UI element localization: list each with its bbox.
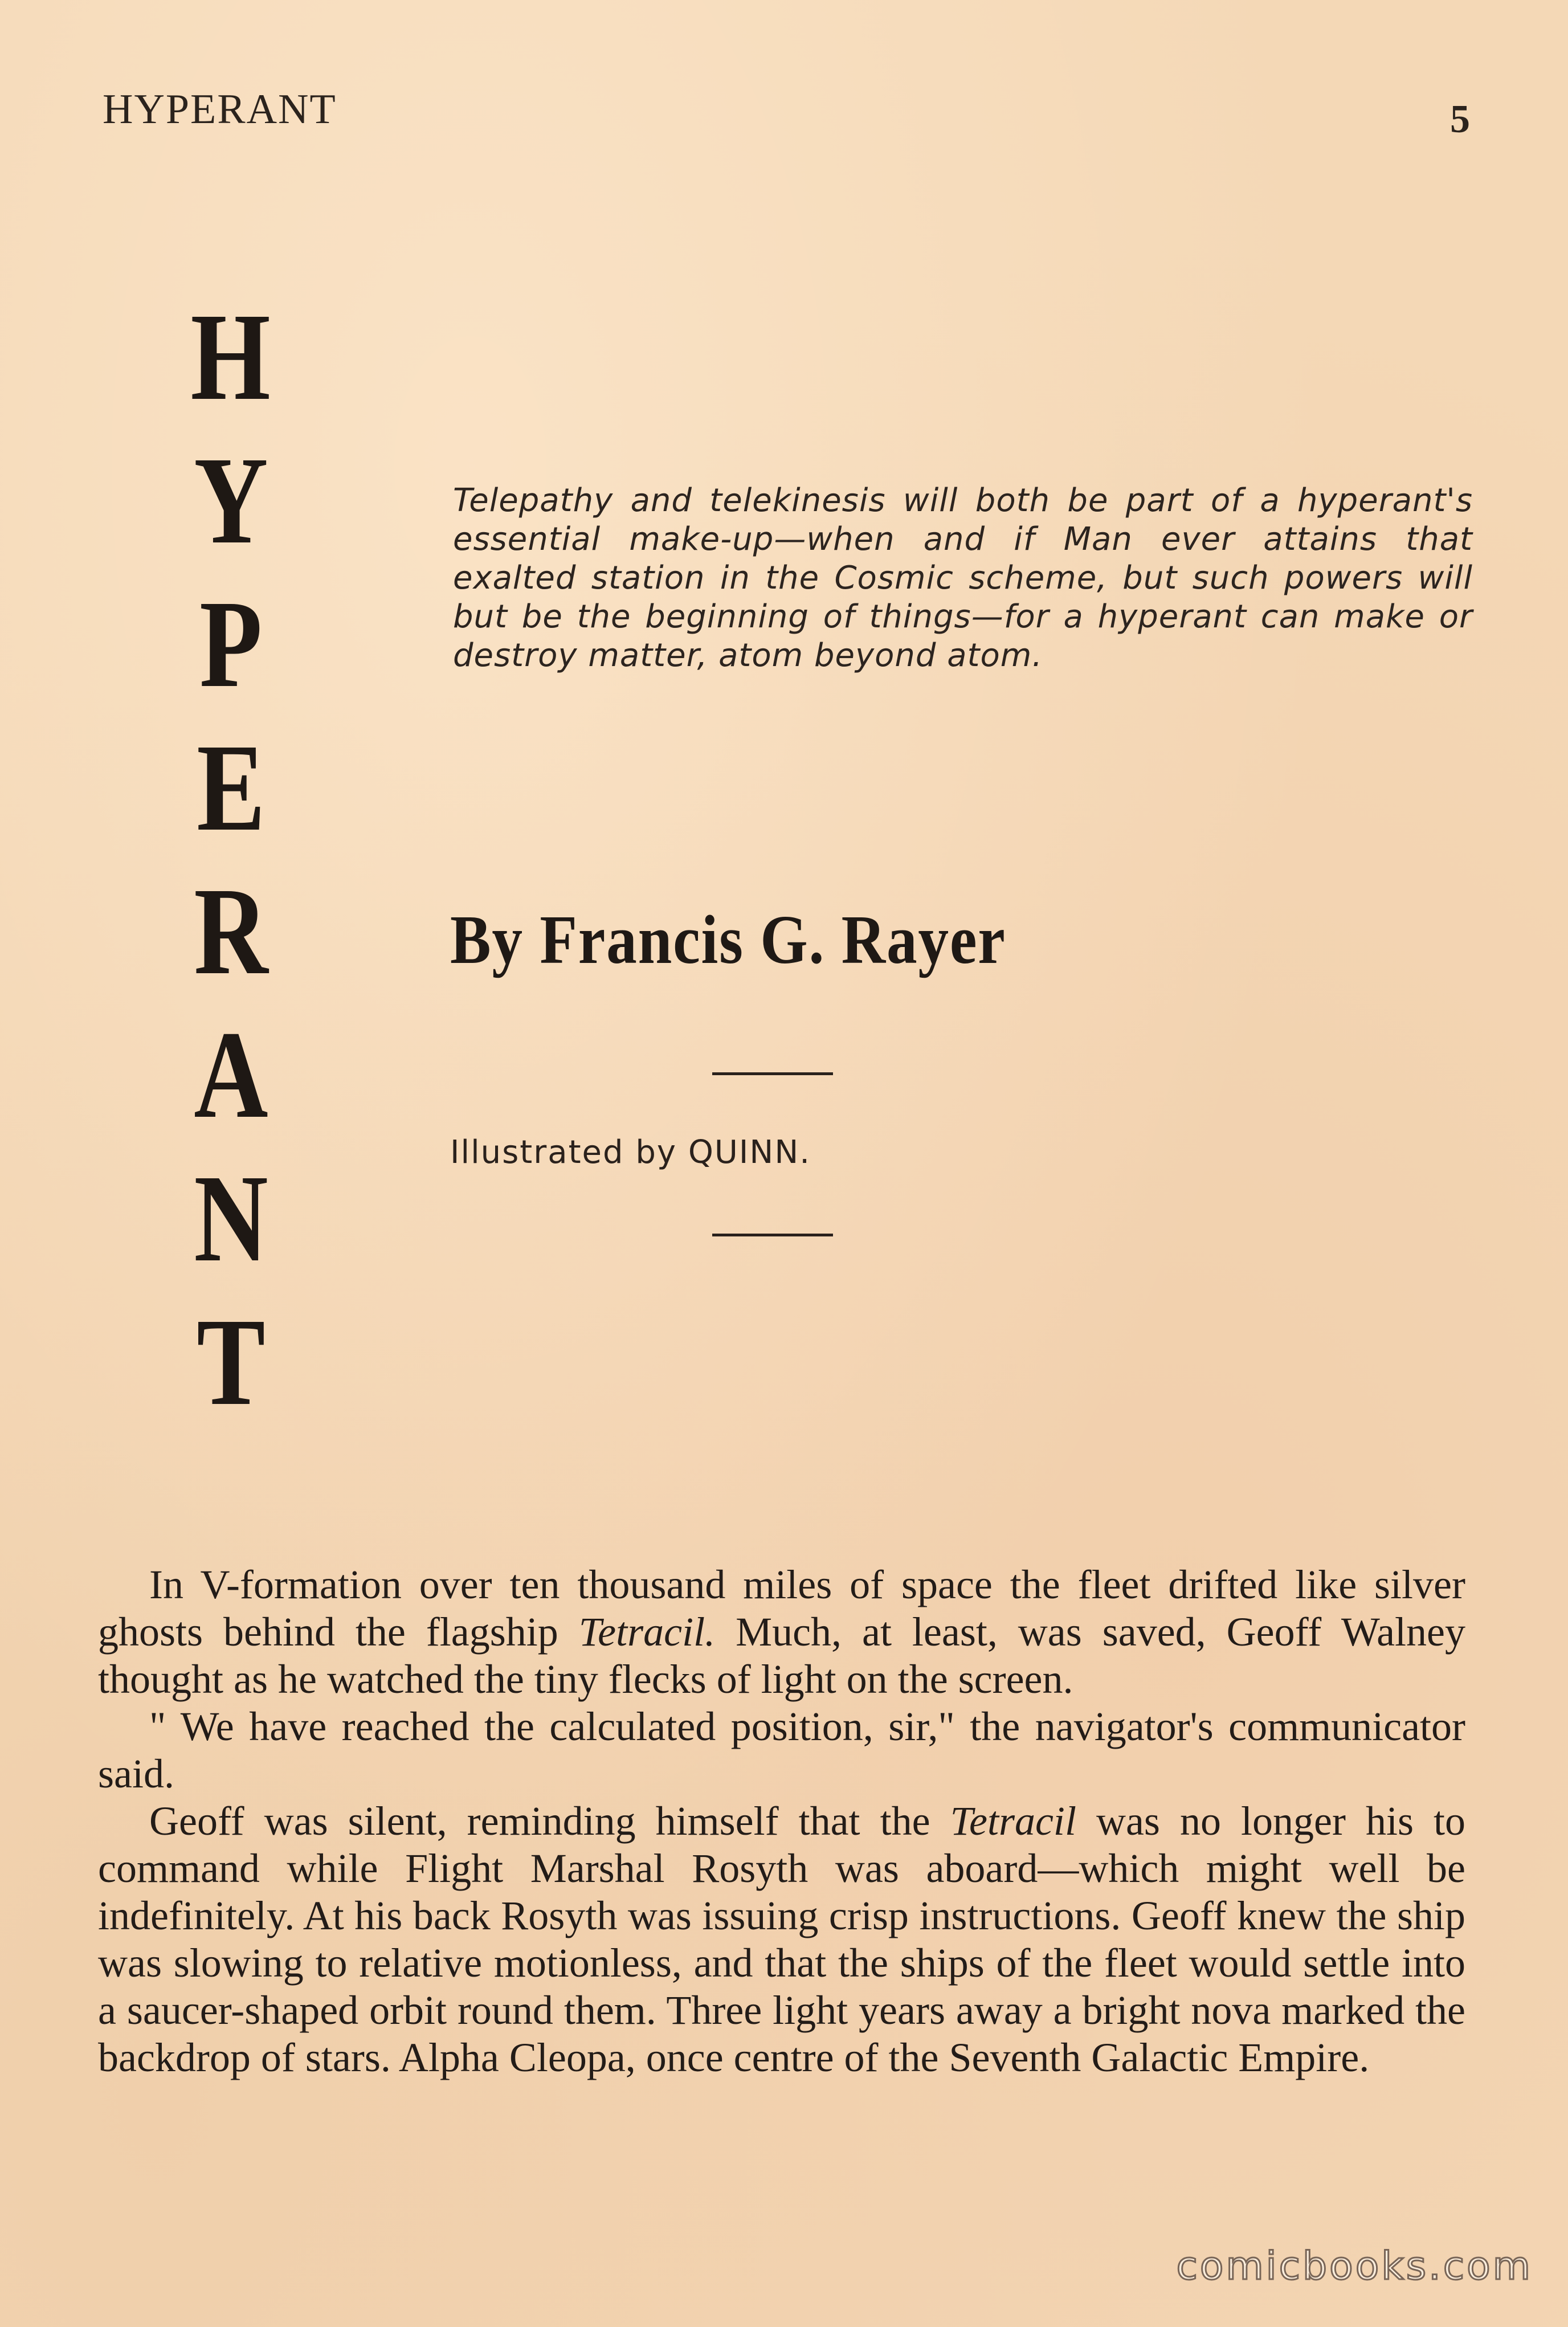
divider-rule — [712, 1234, 833, 1236]
illustrator-credit: Illustrated by QUINN. — [450, 1134, 811, 1171]
site-watermark: comicbooks.com — [1176, 2244, 1533, 2289]
body-paragraph — [98, 1798, 1465, 2081]
paragraph-text: In V-formation over ten thousand miles of space the fleet drifted like silver ghosts behind the flagship — [98, 1562, 1465, 1655]
paragraph-text: " We have reached the calculated position, sir," the navigator's communicator said. — [98, 1704, 1465, 1797]
ship-name: Tetracil. — [578, 1609, 716, 1655]
paragraph-text: was no longer his to command while Flight Marshal Rosyth was aboard—which might well be indefinitely. At his back Rosyth was issuing crisp instructions. Geoff knew the ship was slowing to relative motionless, and that the ships of the fleet would settle into a saucer-shaped orbit round them. Three light years away a bright nova marked the backdrop of stars. Alpha Cleopa, once centre of the Seventh Galactic Empire. — [98, 1798, 1466, 2080]
title-letter: Y — [193, 431, 268, 570]
ship-name: Tetracil — [950, 1798, 1076, 1844]
body-paragraph — [98, 1703, 1465, 1798]
divider-rule — [712, 1072, 833, 1075]
paragraph-text: Much, at least, was saved, Geoff Walney thought as he watched the tiny flecks of light on the screen. — [98, 1609, 1465, 1702]
body-paragraph — [98, 1561, 1465, 1703]
paragraph-text: Geoff was silent, reminding himself that the — [149, 1798, 950, 1844]
story-blurb: Telepathy and telekinesis will both be part of a hyperant's essential make-up—when and if Man ever attains that exalted station in the Cosmic scheme, but such powers will but be the beginning of things—for a hyperant can make or destroy matter, atom beyond atom. — [453, 482, 1473, 674]
page-number: 5 — [1450, 97, 1470, 141]
running-title: HYPERANT — [103, 86, 337, 133]
title-letter: R — [193, 862, 268, 1001]
title-letter: E — [196, 718, 266, 857]
story-body — [98, 1561, 1465, 2081]
title-letter: N — [193, 1149, 268, 1288]
vertical-story-title — [182, 285, 279, 1434]
title-letter: T — [196, 1292, 266, 1431]
title-letter: A — [193, 1005, 268, 1144]
title-letter: P — [199, 574, 263, 713]
title-letter: H — [190, 287, 271, 426]
author-byline: By Francis G. Rayer — [450, 901, 1006, 978]
